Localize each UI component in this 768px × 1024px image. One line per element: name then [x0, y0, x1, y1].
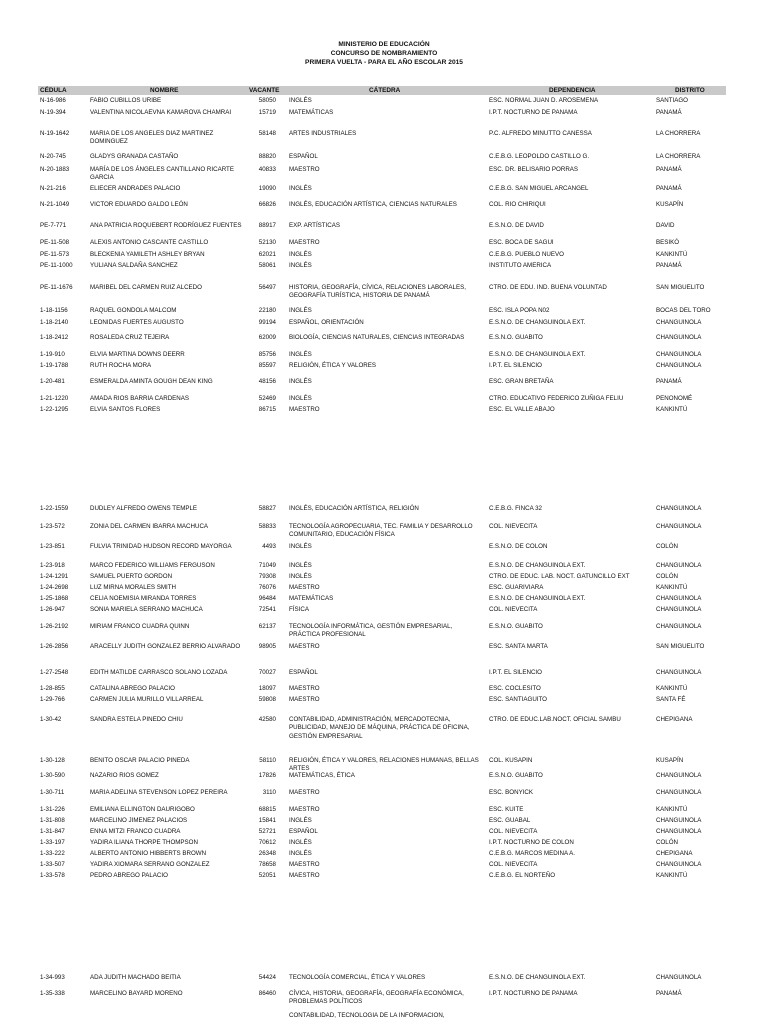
catedra-cell: MATEMÁTICAS — [289, 109, 334, 116]
vacante-cell: 26348 — [258, 850, 276, 857]
catedra-cell: TECNOLOGÍA COMERCIAL, ÉTICA Y VALORES — [289, 974, 426, 981]
distrito-cell: CHANGUINOLA — [656, 828, 702, 835]
dependencia-cell: ESC. COCLESITO — [489, 685, 541, 692]
nombre-cell: EDITH MATILDE CARRASCO SOLANO LOZADA — [90, 669, 228, 676]
nombre-cell: PEDRO ABREGO PALACIO — [90, 872, 168, 879]
cedula-cell: 1-33-507 — [40, 861, 65, 868]
catedra-cell: INGLÉS — [289, 185, 312, 192]
col-cedula: CÉDULA — [40, 87, 67, 94]
dependencia-cell: I.P.T. EL SILENCIO — [489, 669, 542, 676]
cedula-cell: 1-22-1295 — [40, 406, 69, 413]
distrito-cell: KUSAPÍN — [656, 757, 684, 764]
distrito-cell: CHANGUINOLA — [656, 523, 702, 530]
distrito-cell: CHANGUINOLA — [656, 351, 702, 358]
catedra-cell: INGLÉS — [289, 817, 312, 824]
cedula-cell: 1-24-1291 — [40, 573, 69, 580]
vacante-cell: 85756 — [258, 351, 276, 358]
nombre-cell: ANA PATRICIA ROQUEBERT RODRÍGUEZ FUENTES — [90, 222, 242, 229]
nombre-cell: MARÍA DE LOS ÁNGELES CANTILLANO RICARTE GARCIA — [90, 166, 234, 182]
dependencia-cell: C.E.B.G. EL NORTEÑO — [489, 872, 556, 879]
vacante-cell: 86715 — [258, 406, 276, 413]
vacante-cell: 48156 — [258, 378, 276, 385]
dependencia-cell: ESC. KUITE — [489, 806, 524, 813]
nombre-cell: MARCO FEDERICO WILLIAMS FERGUSON — [90, 562, 215, 569]
cedula-cell: N-20-745 — [40, 153, 66, 160]
cedula-cell: 1-29-766 — [40, 696, 65, 703]
dependencia-cell: COL. KUSAPIN — [489, 757, 533, 764]
nombre-cell: ZONIA DEL CARMEN IBARRA MACHUCA — [90, 523, 209, 530]
cedula-cell: 1-30-590 — [40, 772, 65, 779]
catedra-cell: INGLÉS — [289, 378, 312, 385]
dependencia-cell: ESC. GRAN BRETAÑA — [489, 378, 554, 385]
distrito-cell: KANKINTÚ — [656, 584, 688, 591]
dependencia-cell: CTRO. DE EDU. IND. BUENA VOLUNTAD — [489, 284, 607, 291]
dependencia-cell: ESC. BOCA DE SAGUI — [489, 239, 554, 246]
col-vacante: VACANTE — [249, 87, 280, 94]
distrito-cell: CHANGUINOLA — [656, 505, 702, 512]
distrito-cell: PANAMÁ — [656, 262, 682, 269]
distrito-cell: KANKINTÚ — [656, 251, 688, 258]
vacante-cell: 52051 — [258, 872, 276, 879]
column-header-bar — [38, 86, 726, 95]
catedra-cell: INGLÉS — [289, 839, 312, 846]
catedra-cell: TECNOLOGÍA AGROPECUARIA, TEC. FAMILIA Y DESARROLLO COMUNITARIO, EDUCACIÓN FÍSICA — [289, 523, 473, 539]
nombre-cell: ARACELLY JUDITH GONZALEZ BERRIO ALVARADO — [90, 643, 241, 650]
nombre-cell: BENITO OSCAR PALACIO PINEDA — [90, 757, 190, 764]
dependencia-cell: ESC. GUARIVIARA — [489, 584, 544, 591]
distrito-cell: CHANGUINOLA — [656, 595, 702, 602]
cedula-cell: 1-35-338 — [40, 990, 65, 997]
vacante-cell: 76076 — [258, 584, 276, 591]
distrito-cell: CHEPIGANA — [656, 716, 693, 723]
distrito-cell: SAN MIGUELITO — [656, 284, 705, 291]
vacante-cell: 58827 — [258, 505, 276, 512]
distrito-cell: CHANGUINOLA — [656, 319, 702, 326]
distrito-cell: KUSAPÍN — [656, 201, 684, 208]
catedra-cell: RELIGIÓN, ÉTICA Y VALORES, RELACIONES HUMANAS, BELLAS ARTES — [289, 757, 479, 773]
vacante-cell: 62009 — [258, 334, 276, 341]
distrito-cell: CHANGUINOLA — [656, 606, 702, 613]
distrito-cell: PANAMÁ — [656, 378, 682, 385]
vacante-cell: 66826 — [258, 201, 276, 208]
distrito-cell: PANAMÁ — [656, 166, 682, 173]
cedula-cell: 1-33-578 — [40, 872, 65, 879]
cedula-cell: 1-27-2548 — [40, 669, 69, 676]
distrito-cell: KANKINTÚ — [656, 806, 688, 813]
nombre-cell: EMILIANA ELLINGTON DAURIGOBO — [90, 806, 195, 813]
dependencia-cell: E.S.N.O. DE CHANGUINOLA EXT. — [489, 595, 586, 602]
dependencia-cell: COL. NIEVECITA — [489, 861, 538, 868]
cedula-cell: 1-31-808 — [40, 817, 65, 824]
catedra-cell: ESPAÑOL — [289, 669, 318, 676]
nombre-cell: ALBERTO ANTONIO HIBBERTS BROWN — [90, 850, 207, 857]
catedra-cell: ESPAÑOL — [289, 828, 318, 835]
catedra-cell: INGLÉS — [289, 262, 312, 269]
catedra-cell: EXP. ARTÍSTICAS — [289, 222, 341, 229]
distrito-cell: CHANGUINOLA — [656, 562, 702, 569]
catedra-cell: INGLÉS, EDUCACIÓN ARTÍSTICA, CIENCIAS NATURALES — [289, 201, 457, 208]
nombre-cell: ENNA MITZI FRANCO CUADRA — [90, 828, 181, 835]
vacante-cell: 4493 — [262, 543, 276, 550]
dependencia-cell: COL. RIO CHIRIQUI — [489, 201, 546, 208]
nombre-cell: MIRIAM FRANCO CUADRA QUINN — [90, 623, 190, 630]
vacante-cell: 58050 — [258, 97, 276, 104]
distrito-cell: PANAMÁ — [656, 109, 682, 116]
catedra-cell: MAESTRO — [289, 685, 320, 692]
cedula-cell: N-19-394 — [40, 109, 66, 116]
vacante-cell: 88917 — [258, 222, 276, 229]
cedula-cell: N-16-986 — [40, 97, 66, 104]
nombre-cell: FABIO CUBILLOS URIBE — [90, 97, 162, 104]
dependencia-cell: E.S.N.O. DE CHANGUINOLA EXT. — [489, 974, 586, 981]
vacante-cell: 59808 — [258, 696, 276, 703]
distrito-cell: CHANGUINOLA — [656, 974, 702, 981]
nombre-cell: BLECKENIA YAMILETH ASHLEY BRYAN — [90, 251, 205, 258]
distrito-cell: PANAMÁ — [656, 990, 682, 997]
cedula-cell: N-21-1049 — [40, 201, 70, 208]
dependencia-cell: E.S.N.O. GUABITO — [489, 772, 543, 779]
cedula-cell: 1-19-1788 — [40, 362, 69, 369]
cedula-cell: 1-33-197 — [40, 839, 65, 846]
catedra-cell: INGLÉS — [289, 573, 312, 580]
nombre-cell: MARCELINO BAYARD MORENO — [90, 990, 183, 997]
vacante-cell: 79308 — [258, 573, 276, 580]
distrito-cell: DAVID — [656, 222, 675, 229]
cedula-cell: 1-23-851 — [40, 543, 65, 550]
dependencia-cell: E.S.N.O. DE CHANGUINOLA EXT. — [489, 319, 586, 326]
dependencia-cell: I.P.T. NOCTURNO DE PANAMA — [489, 109, 578, 116]
cedula-cell: 1-26-2192 — [40, 623, 69, 630]
nombre-cell: ESMERALDA AMINTA GOUGH DEAN KING — [90, 378, 213, 385]
vacante-cell: 22180 — [258, 307, 276, 314]
vacante-cell: 88820 — [258, 153, 276, 160]
dependencia-cell: I.P.T. NOCTURNO DE COLON — [489, 839, 574, 846]
nombre-cell: ADA JUDITH MACHADO BEITIA — [90, 974, 181, 981]
catedra-cell: INGLÉS — [289, 351, 312, 358]
dependencia-cell: E.S.N.O. GUABITO — [489, 334, 543, 341]
vacante-cell: 58148 — [258, 130, 276, 137]
vacante-cell: 71049 — [258, 562, 276, 569]
nombre-cell: VICTOR EDUARDO GALDO LEÓN — [90, 201, 188, 208]
cedula-cell: 1-19-910 — [40, 351, 65, 358]
distrito-cell: BESIKÓ — [656, 239, 680, 246]
cedula-cell: 1-18-2140 — [40, 319, 69, 326]
dependencia-cell: C.E.B.G. MARCOS MEDINA A. — [489, 850, 575, 857]
nombre-cell: YULIANA SALDAÑA SANCHEZ — [90, 262, 178, 269]
vacante-cell: 70027 — [258, 669, 276, 676]
distrito-cell: CHANGUINOLA — [656, 817, 702, 824]
catedra-cell: MAESTRO — [289, 806, 320, 813]
header-line-1: MINISTERIO DE EDUCACIÓN — [338, 41, 430, 48]
catedra-cell: ARTES INDUSTRIALES — [289, 130, 357, 137]
cedula-cell: PE-11-573 — [40, 251, 70, 258]
distrito-cell: COLÓN — [656, 839, 679, 846]
cedula-cell: 1-18-2412 — [40, 334, 69, 341]
distrito-cell: CHANGUINOLA — [656, 362, 702, 369]
distrito-cell: KANKINTÚ — [656, 406, 688, 413]
dependencia-cell: C.E.B.G. LEOPOLDO CASTILLO G. — [489, 153, 590, 160]
cedula-cell: 1-31-226 — [40, 806, 65, 813]
cedula-cell: 1-21-1220 — [40, 395, 69, 402]
vacante-cell: 68815 — [258, 806, 276, 813]
distrito-cell: SANTIAGO — [656, 97, 688, 104]
catedra-cell: BIOLOGÍA, CIENCIAS NATURALES, CIENCIAS INTEGRADAS — [289, 334, 465, 341]
dependencia-cell: E.S.N.O. DE CHANGUINOLA EXT. — [489, 351, 586, 358]
col-nombre: NOMBRE — [150, 87, 179, 94]
nombre-cell: SAMUEL PUERTO GORDON — [90, 573, 173, 580]
vacante-cell: 58833 — [258, 523, 276, 530]
cedula-cell: 1-23-572 — [40, 523, 65, 530]
distrito-cell: PENONOMÉ — [656, 395, 693, 402]
catedra-cell: MATEMÁTICAS, ÉTICA — [289, 772, 355, 779]
catedra-cell: INGLÉS — [289, 307, 312, 314]
dependencia-cell: E.S.N.O. DE CHANGUINOLA EXT. — [489, 562, 586, 569]
header-line-3: PRIMERA VUELTA - PARA EL AÑO ESCOLAR 2015 — [305, 59, 463, 66]
cedula-cell: PE-11-1676 — [40, 284, 73, 291]
cedula-cell: 1-30-42 — [40, 716, 62, 723]
dependencia-cell: COL. NIEVECITA — [489, 606, 538, 613]
catedra-cell: MAESTRO — [289, 166, 320, 173]
dependencia-cell: COL. NIEVECITA — [489, 523, 538, 530]
vacante-cell: 42580 — [258, 716, 276, 723]
dependencia-cell: INSTITUTO AMERICA — [489, 262, 552, 269]
nombre-cell: LEONIDAS FUERTES AUGUSTO — [90, 319, 184, 326]
nombre-cell: ALEXIS ANTONIO CASCANTE CASTILLO — [90, 239, 209, 246]
distrito-cell: PANAMÁ — [656, 185, 682, 192]
nombre-cell: MARIA ADELINA STEVENSON LOPEZ PEREIRA — [90, 789, 228, 796]
nombre-cell: CATALINA ABREGO PALACIO — [90, 685, 175, 692]
dependencia-cell: C.E.B.G. PUEBLO NUEVO — [489, 251, 564, 258]
distrito-cell: BOCAS DEL TORO — [656, 307, 711, 314]
cedula-cell: 1-24-2698 — [40, 584, 69, 591]
dependencia-cell: I.P.T. NOCTURNO DE PANAMA — [489, 990, 578, 997]
dependencia-cell: ESC. SANTIAGUITO — [489, 696, 547, 703]
vacante-cell: 19090 — [258, 185, 276, 192]
vacante-cell: 17826 — [258, 772, 276, 779]
nombre-cell: YADIRA ILIANA THORPE THOMPSON — [90, 839, 198, 846]
cedula-cell: 1-30-711 — [40, 789, 65, 796]
catedra-cell: MAESTRO — [289, 789, 320, 796]
dependencia-cell: E.S.N.O. DE DAVID — [489, 222, 544, 229]
cedula-cell: 1-26-947 — [40, 606, 65, 613]
vacante-cell: 15719 — [258, 109, 276, 116]
dependencia-cell: ESC. ISLA POPA N02 — [489, 307, 550, 314]
nombre-cell: ELIECER ANDRADES PALACIO — [90, 185, 181, 192]
distrito-cell: CHEPIGANA — [656, 850, 693, 857]
vacante-cell: 40833 — [258, 166, 276, 173]
vacante-cell: 70612 — [258, 839, 276, 846]
vacante-cell: 52130 — [258, 239, 276, 246]
cedula-cell: 1-31-847 — [40, 828, 65, 835]
catedra-cell: MAESTRO — [289, 861, 320, 868]
distrito-cell: CHANGUINOLA — [656, 772, 702, 779]
cedula-cell: 1-34-993 — [40, 974, 65, 981]
nombre-cell: SONIA MARIELA SERRANO MACHUCA — [90, 606, 203, 613]
nombre-cell: MARIA DE LOS ANGELES DIAZ MARTINEZ DOMINGUEZ — [90, 130, 214, 146]
dependencia-cell: ESC. EL VALLE ABAJO — [489, 406, 555, 413]
vacante-cell: 85597 — [258, 362, 276, 369]
cedula-cell: 1-20-481 — [40, 378, 65, 385]
cedula-cell: 1-18-1156 — [40, 307, 68, 314]
nombre-cell: YADIRA XIOMARA SERRANO GONZALEZ — [90, 861, 210, 868]
distrito-cell: COLÓN — [656, 543, 679, 550]
col-distrito: DISTRITO — [675, 87, 705, 94]
nombre-cell: ELVIA SANTOS FLORES — [90, 406, 161, 413]
catedra-cell: MATEMÁTICAS — [289, 595, 334, 602]
cedula-cell: N-21-216 — [40, 185, 66, 192]
nombre-cell: CELIA NOEMISIA MIRANDA TORRES — [90, 595, 197, 602]
vacante-cell: 15841 — [258, 817, 276, 824]
cedula-cell: N-19-1642 — [40, 130, 70, 137]
vacante-cell: 62137 — [258, 623, 276, 630]
vacante-cell: 3110 — [262, 789, 276, 796]
vacante-cell: 52469 — [258, 395, 276, 402]
catedra-cell: HISTORIA, GEOGRAFÍA, CÍVICA, RELACIONES LABORALES, GEOGRAFÍA TURÍSTICA, HISTORIA DE PANAMÁ — [289, 284, 466, 300]
catedra-cell: MAESTRO — [289, 584, 320, 591]
distrito-cell: KANKINTÚ — [656, 685, 688, 692]
dependencia-cell: ESC. GUABAL — [489, 817, 531, 824]
dependencia-cell: CTRO. DE EDUC.LAB.NOCT. OFICIAL SAMBU — [489, 716, 621, 723]
vacante-cell: 96484 — [258, 595, 276, 602]
distrito-cell: LA CHORRERA — [656, 130, 701, 137]
dependencia-cell: E.S.N.O. DE COLON — [489, 543, 548, 550]
catedra-cell: INGLÉS, EDUCACIÓN ARTÍSTICA, RELIGIÓN — [289, 505, 419, 512]
distrito-cell: SAN MIGUELITO — [656, 643, 705, 650]
catedra-cell: INGLÉS — [289, 251, 312, 258]
catedra-cell: CÍVICA, HISTORIA, GEOGRAFÍA, GEOGRAFÍA ECONÓMICA, PROBLEMAS POLÍTICOS — [289, 990, 464, 1006]
distrito-cell: KANKINTÚ — [656, 872, 688, 879]
nombre-cell: GLADYS GRANADA CASTAÑO — [90, 153, 179, 160]
cedula-cell: N-20-1883 — [40, 166, 70, 173]
vacante-cell: 52721 — [258, 828, 276, 835]
catedra-cell: MAESTRO — [289, 643, 320, 650]
cedula-cell: PE-11-508 — [40, 239, 70, 246]
catedra-cell: CONTABILIDAD, TECNOLOGIA DE LA INFORMACION, — [289, 1012, 445, 1019]
distrito-cell: CHANGUINOLA — [656, 334, 702, 341]
catedra-cell: MAESTRO — [289, 872, 320, 879]
catedra-cell: MAESTRO — [289, 696, 320, 703]
dependencia-cell: E.S.N.O. GUABITO — [489, 623, 543, 630]
distrito-cell: CHANGUINOLA — [656, 861, 702, 868]
dependencia-cell: I.P.T. EL SILENCIO — [489, 362, 542, 369]
vacante-cell: 72541 — [258, 606, 276, 613]
catedra-cell: INGLÉS — [289, 395, 312, 402]
cedula-cell: 1-25-1868 — [40, 595, 69, 602]
nombre-cell: RAQUEL GONDOLA MALCOM — [90, 307, 177, 314]
catedra-cell: INGLÉS — [289, 97, 312, 104]
cedula-cell: 1-23-918 — [40, 562, 65, 569]
distrito-cell: COLÓN — [656, 573, 679, 580]
dependencia-cell: ESC. NORMAL JUAN D. AROSEMENA — [489, 97, 599, 104]
nombre-cell: RUTH ROCHA MORA — [90, 362, 152, 369]
dependencia-cell: ESC. SANTA MARTA — [489, 643, 548, 650]
dependencia-cell: C.E.B.G. FINCA 32 — [489, 505, 542, 512]
dependencia-cell: ESC. BONYICK — [489, 789, 534, 796]
dependencia-cell: COL. NIEVECITA — [489, 828, 538, 835]
catedra-cell: MAESTRO — [289, 406, 320, 413]
cedula-cell: 1-28-855 — [40, 685, 65, 692]
vacante-cell: 99194 — [258, 319, 276, 326]
col-catedra: CÁTEDRA — [369, 87, 401, 94]
distrito-cell: CHANGUINOLA — [656, 789, 702, 796]
nombre-cell: AMADA RIOS BARRIA CARDENAS — [90, 395, 190, 402]
dependencia-cell: CTRO. DE EDUC. LAB. NOCT. GATUNCILLO EXT — [489, 573, 630, 580]
vacante-cell: 62021 — [258, 251, 276, 258]
vacante-cell: 58061 — [258, 262, 276, 269]
catedra-cell: RELIGIÓN, ÉTICA Y VALORES — [289, 362, 376, 369]
vacante-cell: 18097 — [258, 685, 276, 692]
vacante-cell: 98905 — [258, 643, 276, 650]
cedula-cell: PE-11-1000 — [40, 262, 73, 269]
vacante-cell: 58110 — [259, 757, 276, 764]
catedra-cell: ESPAÑOL, ORIENTACIÓN — [289, 319, 364, 326]
catedra-cell: FÍSICA — [289, 606, 309, 613]
cedula-cell: 1-26-2856 — [40, 643, 69, 650]
nombre-cell: MARIBEL DEL CARMEN RUIZ ALCEDO — [90, 284, 202, 291]
distrito-cell: CHANGUINOLA — [656, 623, 702, 630]
distrito-cell: LA CHORRERA — [656, 153, 701, 160]
nombre-cell: CARMEN JULIA MURILLO VILLARREAL — [90, 696, 204, 703]
nombre-cell: SANDRA ESTELA PINEDO CHIU — [90, 716, 183, 723]
catedra-cell: CONTABILIDAD, ADMINISTRACIÓN, MERCADOTECNIA, PUBLICIDAD, MANEJO DE MÁQUINA, PRÁCTICA DE OFICINA, GESTIÓN EMPRESARIAL — [289, 716, 470, 740]
dependencia-cell: CTRO. EDUCATIVO FEDERICO ZUÑIGA FELIU — [489, 395, 624, 402]
nombre-cell: DUDLEY ALFREDO OWENS TEMPLE — [90, 505, 198, 512]
vacante-cell: 86460 — [258, 990, 276, 997]
nombre-cell: ELVIA MARTINA DOWNS DEERR — [90, 351, 185, 358]
vacante-cell: 54424 — [258, 974, 276, 981]
catedra-cell: TECNOLOGÍA INFORMÁTICA, GESTIÓN EMPRESARIAL, PRÁCTICA PROFESIONAL — [289, 623, 453, 639]
nombre-cell: MARCELINO JIMENEZ PALACIOS — [90, 817, 188, 824]
nombre-cell: VALENTINA NICOLAEVNA KAMAROVA CHAMRAI — [90, 109, 232, 116]
vacante-cell: 56497 — [258, 284, 276, 291]
catedra-cell: MAESTRO — [289, 239, 320, 246]
dependencia-cell: P.C. ALFREDO MINUTTO CANESSA — [489, 130, 592, 137]
header-line-2: CONCURSO DE NOMBRAMIENTO — [330, 50, 438, 57]
distrito-cell: SANTA FÉ — [656, 696, 686, 703]
vacante-cell: 78658 — [258, 861, 276, 868]
cedula-cell: 1-22-1559 — [40, 505, 69, 512]
catedra-cell: INGLÉS — [289, 850, 312, 857]
nombre-cell: LUZ MIRNA MORALES SMITH — [90, 584, 176, 591]
cedula-cell: PE-7-771 — [40, 222, 67, 229]
nombre-cell: ROSALEDA CRUZ TEJEIRA — [90, 334, 170, 341]
catedra-cell: ESPAÑOL — [289, 153, 318, 160]
dependencia-cell: ESC. DR. BELISARIO PORRAS — [489, 166, 579, 173]
catedra-cell: INGLÉS — [289, 562, 312, 569]
cedula-cell: 1-33-222 — [40, 850, 65, 857]
cedula-cell: 1-30-128 — [40, 757, 65, 764]
col-dependencia: DEPENDENCIA — [549, 87, 596, 94]
nombre-cell: NAZARIO RIOS GOMEZ — [90, 772, 159, 779]
distrito-cell: CHANGUINOLA — [656, 669, 702, 676]
catedra-cell: INGLÉS — [289, 543, 312, 550]
nombre-cell: FULVIA TRINIDAD HUDSON RECORD MAYORGA — [90, 543, 232, 550]
dependencia-cell: C.E.B.G. SAN MIGUEL ARCANGEL — [489, 185, 589, 192]
